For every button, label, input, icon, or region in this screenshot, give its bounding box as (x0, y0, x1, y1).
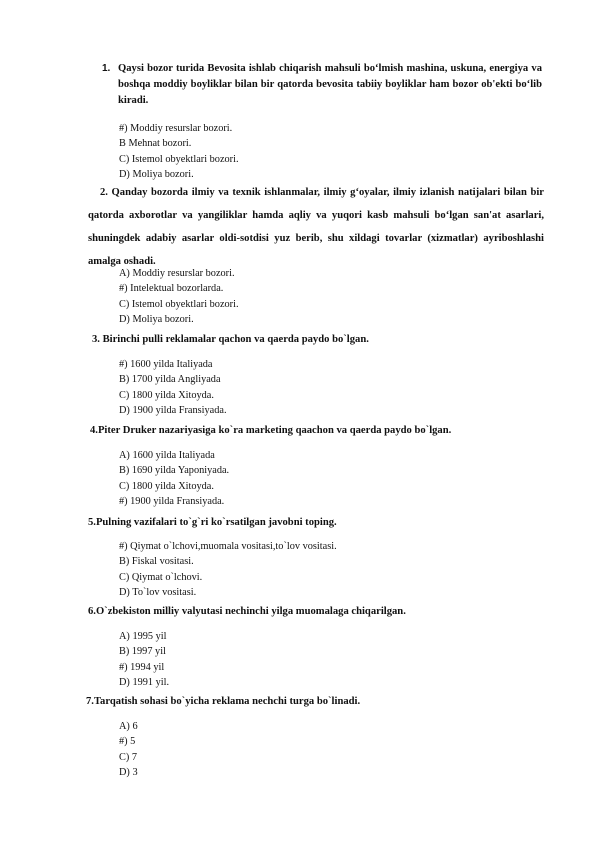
question-4-options (119, 448, 229, 510)
option: D) 3 (119, 767, 138, 779)
option: A) 1600 yilda Italiyada (119, 450, 215, 461)
option: B) Fiskal vositasi. (119, 556, 194, 568)
option: C) Qiymat o`lchovi. (119, 571, 203, 583)
option: #) Qiymat o`lchovi,muomala vositasi,to`lov vositasi. (119, 541, 337, 552)
question-4-text: 4.Piter Druker nazariyasiga ko`ra marketing qaachon va qaerda paydo bo`lgan. (90, 425, 452, 436)
option: D) 1900 yilda Fransiyada. (119, 405, 227, 417)
option: B) 1997 yil (119, 646, 166, 658)
option: #) 1600 yilda Italiyada (119, 359, 213, 370)
option: A) 6 (119, 721, 138, 732)
option: D) Moliya bozori. (119, 314, 194, 326)
question-1-options (119, 121, 239, 183)
option: #) 1900 yilda Fransiyada. (119, 496, 225, 508)
question-6-text: 6.O`zbekiston milliy valyutasi nechinchi yilga muomalaga chiqarilgan. (88, 606, 406, 617)
question-3-options (119, 357, 227, 419)
question-7-options (119, 719, 138, 781)
option: C) Istemol obyektlari bozori. (119, 153, 239, 165)
question-5-options (119, 539, 337, 601)
option: B Mehnat bozori. (119, 138, 192, 150)
option: A) Moddiy resurslar bozori. (119, 268, 235, 279)
option: C) 1800 yilda Xitoyda. (119, 480, 214, 492)
option: D) Moliya bozori. (119, 169, 194, 181)
question-1-number: 1. (102, 63, 111, 74)
question-7-text: 7.Tarqatish sohasi bo`yicha reklama nechchi turga bo`linadi. (86, 696, 361, 707)
option: B) 1690 yilda Yaponiyada. (119, 465, 230, 477)
question-5-text: 5.Pulning vazifalari to`g`ri ko`rsatilgan javobni toping. (88, 517, 337, 528)
option: B) 1700 yilda Angliyada (119, 374, 221, 386)
option: C) 7 (119, 751, 138, 763)
question-1 (102, 61, 542, 109)
question-6-options (119, 629, 169, 691)
option: #) 1994 yil (119, 661, 165, 673)
option: #) Intelektual bozorlarda. (119, 283, 224, 295)
option: C) Istemol obyektlari bozori. (119, 298, 239, 310)
question-2-options (119, 266, 239, 328)
option: A) 1995 yil (119, 631, 167, 642)
question-3-text: 3. Birinchi pulli reklamalar qachon va qaerda paydo bo`lgan. (92, 334, 369, 345)
option: D) To`lov vositasi. (119, 587, 197, 599)
option: #) 5 (119, 736, 136, 748)
option: D) 1991 yil. (119, 677, 170, 689)
option: #) Moddiy resurslar bozori. (119, 123, 233, 134)
option: C) 1800 yilda Xitoyda. (119, 389, 214, 401)
question-2-text: 2. Qanday bozorda ilmiy va texnik ishlanmalar, ilmiy g‘oyalar, ilmiy izlanish natijalari bilan bir qatorda axborotlar va yangiliklar hamda aqliy va yuqori kasb mahsuli bo‘lgan san'at asarlari, shuningdek adabiy asarlar oldi-sotdisi yuz berib, shu xildagi tovarlar (xizmatlar) ayriboshlashi amalga oshadi. (88, 187, 544, 267)
question-1-text: Qaysi bozor turida Bevosita ishlab chiqarish mahsuli bo‘lmish mashina, uskuna, energiya va boshqa moddiy boyliklar bilan bir qatorda bevosita tabiiy boyliklar ham bozor ob'ekti bo‘lib kiradi. (118, 63, 542, 106)
